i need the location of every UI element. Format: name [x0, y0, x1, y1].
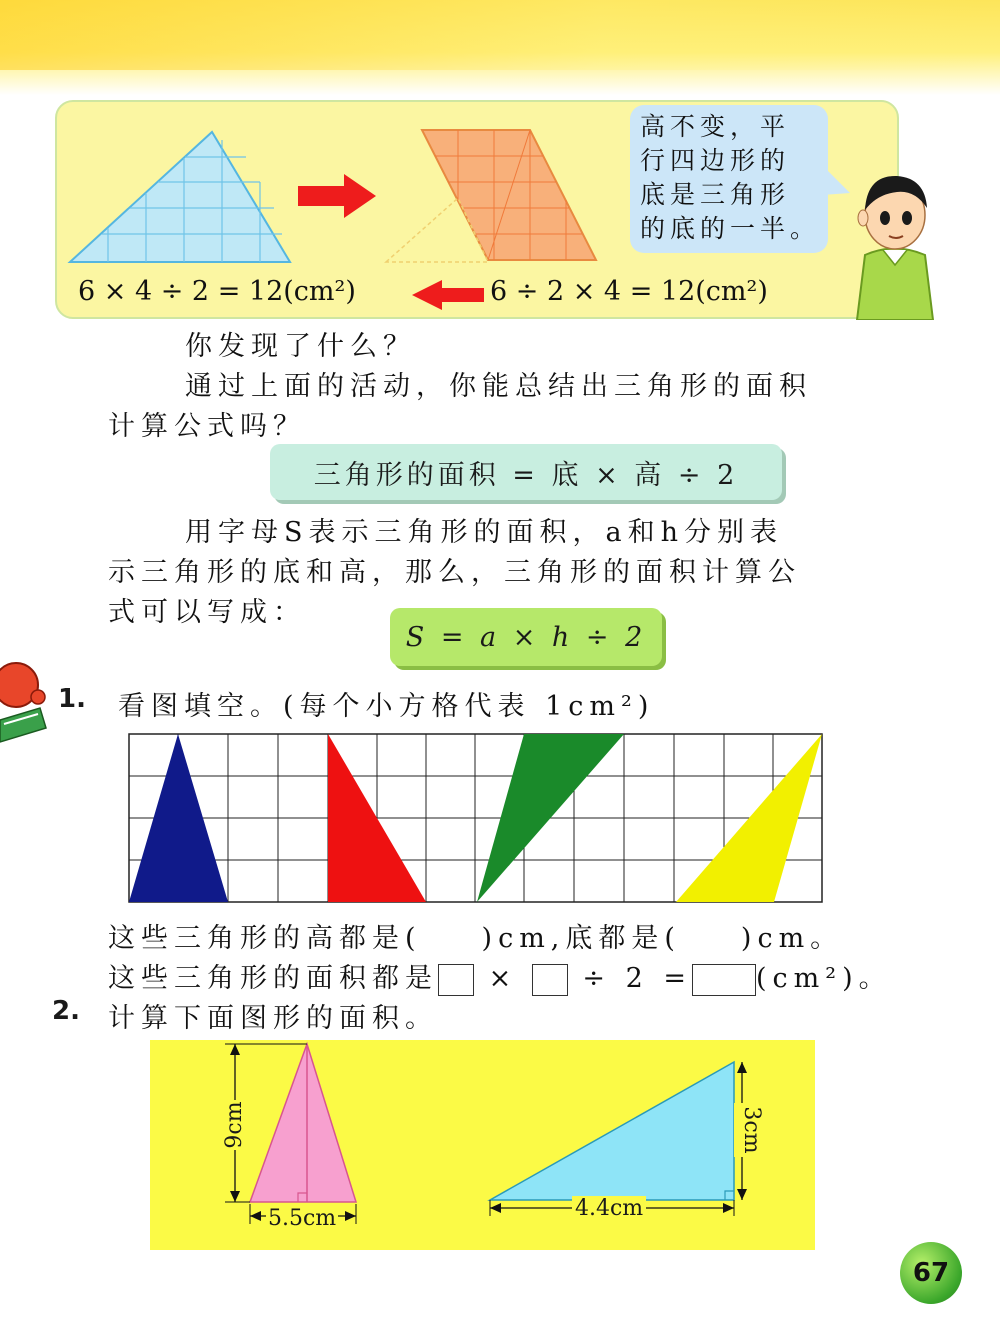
question-discover: 你发现了什么？ — [185, 331, 416, 362]
bubble-line: 的底的一半。 — [640, 214, 821, 243]
cyan-triangle — [490, 1062, 734, 1200]
answer-box-2[interactable] — [532, 964, 568, 996]
formula-right: 6 ÷ 2 × 4 = 12(cm²) — [490, 276, 768, 307]
triangle-to-parallelogram-figure — [60, 100, 620, 275]
exercise1-prompt: 看图填空。(每个小方格代表 1cm²) — [118, 691, 655, 722]
bubble-line: 高不变，平 — [640, 112, 791, 141]
bubble-text — [640, 110, 820, 246]
boy-character-illustration — [845, 160, 945, 320]
blue-triangle — [70, 132, 290, 262]
grid-triangles-figure — [128, 733, 824, 905]
answer-box-1[interactable] — [438, 964, 474, 996]
arrow-left-icon — [412, 280, 487, 310]
book-mascot-illustration — [0, 650, 55, 745]
line1-part-b: )cm,底都是( — [481, 923, 681, 954]
exercise2-number: 2. — [52, 996, 80, 1026]
cyan-base-label: 4.4cm — [572, 1196, 646, 1221]
letter-line3: 式可以写成： — [108, 597, 306, 628]
line1-part-a: 这些三角形的高都是( — [108, 923, 422, 954]
answer-box-3[interactable] — [692, 964, 756, 996]
word-formula-text: 三角形的面积 = 底 × 高 ÷ 2 — [313, 459, 739, 491]
letter-line2: 示三角形的底和高，那么，三角形的面积计算公 — [108, 557, 801, 588]
header-band-glow — [0, 0, 1000, 70]
formula-left: 6 × 4 ÷ 2 = 12(cm²) — [78, 276, 356, 307]
line1-part-c: )cm。 — [740, 923, 844, 954]
exercise1-line2 — [108, 956, 892, 996]
question-summary-line2: 计算公式吗？ — [108, 411, 306, 442]
question-summary-line1: 通过上面的活动，你能总结出三角形的面积 — [185, 371, 812, 402]
exercise2-prompt: 计算下面图形的面积。 — [108, 1003, 438, 1034]
line2-part-a: 这些三角形的面积都是 — [108, 963, 438, 994]
page-number: 67 — [912, 1258, 950, 1288]
pink-height-label: 9cm — [222, 1100, 252, 1150]
letter-formula-text: S = a × h ÷ 2 — [405, 621, 647, 653]
cyan-height-label: 3cm — [734, 1103, 764, 1157]
page-number-badge — [900, 1242, 962, 1304]
exercise1-number: 1. — [58, 684, 86, 714]
bubble-line: 底是三角形 — [640, 180, 791, 209]
exercise1-line1 — [108, 916, 843, 955]
word-formula-box — [270, 444, 782, 500]
pink-triangle — [250, 1044, 356, 1202]
divide-two: ÷ 2 = — [582, 963, 692, 994]
arrow-right-icon — [298, 174, 376, 218]
bubble-line: 行四边形的 — [640, 146, 791, 175]
pink-base-label: 5.5cm — [268, 1206, 337, 1231]
letter-formula-box — [390, 608, 662, 666]
times-sign: × — [488, 963, 518, 994]
line2-part-b: (cm²)。 — [756, 963, 892, 994]
letter-line1: 用字母S表示三角形的面积，a和h分别表 — [185, 517, 783, 548]
